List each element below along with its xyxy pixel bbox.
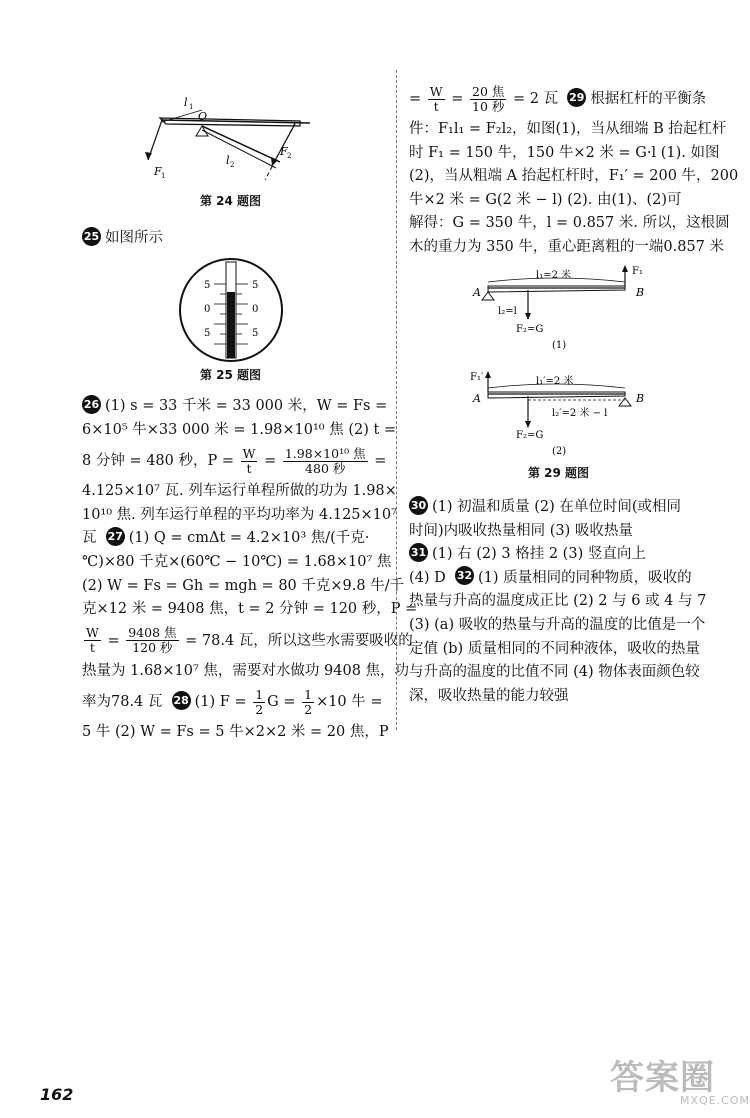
label-l2: l₂=l: [498, 306, 517, 317]
label-l1: l₁=2 米: [536, 270, 572, 281]
label-f1: F: [154, 165, 162, 178]
q29-line: 件：F₁l₁ = F₂l₂，如图(1)，当从细端 B 抬起杠杆: [409, 121, 727, 137]
question-number-badge: 31: [409, 543, 428, 562]
question-number-badge: 25: [82, 227, 101, 246]
label-l2-sub: 2: [230, 161, 235, 169]
q29-line: 牛×2 米 = G(2 米 − l) (2). 由(1)、(2)可: [409, 191, 682, 208]
q32-line: 与升高的温度的比值不同 (4) 物体表面颜色较: [409, 664, 700, 681]
label-l1-prime: l₁′=2 米: [536, 376, 574, 387]
right-column-top-answers: [409, 80, 739, 260]
q29-line: (2)，当从粗端 A 抬起杠杆时，F₁′ = 200 牛，200: [409, 168, 739, 185]
q32-line: 深，吸收热量的能力较强: [409, 687, 569, 704]
right-tick-label: 0: [252, 304, 259, 315]
label-f2-sub: 2: [287, 152, 292, 160]
label-f1: F₁: [632, 266, 643, 277]
q26-line: 4.125×10⁷ 瓦. 列车运行单程所做的功为 1.98×: [82, 483, 397, 500]
q32-line: 热量与升高的温度成正比 (2) 2 与 6 或 4 与 7: [409, 593, 707, 610]
label-g: F₂=G: [516, 430, 544, 441]
figure-24-caption: 第 24 题图: [200, 194, 262, 208]
fraction: $\frac{W}{t}$: [86, 625, 99, 656]
left-tick-label: 5: [204, 280, 211, 291]
left-column-answers: [82, 395, 418, 745]
question-25-text: 如图所示: [105, 230, 163, 246]
q26-q27-line: 瓦 27 (1) Q = cmΔt = 4.2×10³ 焦/(千克·: [82, 527, 382, 551]
question-number-badge: 27: [106, 527, 125, 546]
fraction: $\frac{1}{2}$: [255, 686, 264, 717]
fraction: $\frac{\text{9408 焦}}{\text{120 秒}}$: [128, 625, 177, 656]
q30-line: 时间)内吸收热量相同 (3) 吸收热量: [409, 522, 633, 539]
q27-line: 热量为 1.68×10⁷ 焦，需要对水做功 9408 焦，功: [82, 662, 410, 679]
question-number-badge: 28: [172, 691, 191, 710]
fraction: $\frac{\text{20 焦}}{\text{10 秒}}$: [472, 83, 505, 114]
q27-q28-line: 率为78.4 瓦 28 (1) F = $\frac{1}{2}$ G = $\frac{1}{2}$ ×10 牛 =: [82, 686, 383, 717]
right-column-bottom-answers: [409, 496, 709, 708]
q28-line: 5 牛 (2) W = Fs = 5 牛×2×2 米 = 20 焦，P: [82, 724, 389, 741]
label-f1-prime: F₁′: [470, 372, 484, 383]
q28-continued-line: = $\frac{W}{t}$ = $\frac{\text{20 焦}}{\text{10 秒}}$ = 2 瓦 29 根据杠杆的平衡条: [409, 83, 707, 114]
q27-line: $\frac{W}{t}$ = $\frac{\text{9408 焦}}{\text{120 秒}}$ = 78.4 瓦，所以这些水需要吸收的: [86, 625, 413, 656]
left-tick-label: 5: [204, 328, 211, 339]
figure-29-diagram-1: [470, 262, 660, 354]
figure-29-caption: 第 29 题图: [528, 466, 590, 480]
label-l1-sub: 1: [189, 103, 194, 111]
right-tick-label: 5: [252, 328, 259, 339]
label-f1-sub: 1: [161, 172, 166, 180]
point-b: B: [636, 286, 645, 299]
q32-line: (3) (a) 吸收的热量与升高的温度的比值是一个: [409, 616, 706, 633]
q26-line: 8 分钟 = 480 秒，P = $\frac{W}{t}$ = $\frac{\text{1.98×10¹⁰ 焦}}{\text{480 秒}}$ =: [82, 445, 387, 476]
q26-line: (1) s = 33 千米 = 33 000 米，W = Fs =: [105, 398, 388, 414]
q26-line: 6×10⁵ 牛×33 000 米 = 1.98×10¹⁰ 焦 (2) t =: [82, 421, 397, 438]
question-25: [82, 226, 163, 248]
label-l1: l: [184, 96, 188, 109]
q31-q32-line: (4) D 32 (1) 质量相同的同种物质，吸收的: [409, 567, 709, 591]
q27-line: 克×12 米 = 9408 焦，t = 2 分钟 = 120 秒，P =: [82, 601, 418, 618]
question-number-badge: 26: [82, 395, 101, 414]
point-a: A: [473, 286, 481, 299]
label-f2: F: [280, 145, 288, 158]
diagram-number: (1): [552, 340, 567, 351]
figure-25-thermometer-diagram: [176, 256, 286, 364]
fraction: $\frac{\text{1.98×10¹⁰ 焦}}{\text{480 秒}}$: [284, 445, 366, 476]
column-separator: [396, 70, 397, 730]
fraction: $\frac{W}{t}$: [429, 83, 443, 114]
label-g: F₂=G: [516, 324, 544, 335]
figure-29-diagram-2: [470, 368, 660, 460]
q30-line: (1) 初温和质量 (2) 在单位时间(或相同: [432, 499, 682, 515]
label-o: O: [198, 110, 208, 123]
fraction: $\frac{1}{2}$: [304, 686, 313, 717]
q29-line: 解得：G = 350 牛，l = 0.857 米. 所以，这根圆: [409, 215, 730, 232]
q29-line: 木的重力为 350 牛，重心距离粗的一端0.857 米: [409, 238, 725, 255]
fraction: $\frac{W}{t}$: [242, 445, 256, 476]
q31-text: (1) 右 (2) 3 格挂 2 (3) 竖直向上: [432, 546, 646, 563]
label-l2: l: [226, 154, 230, 167]
label-l2-prime: l₂′=2 米 − l: [552, 408, 608, 419]
right-tick-label: 5: [252, 280, 259, 291]
q27-line: (2) W = Fs = Gh = mgh = 80 千克×9.8 牛/千: [82, 577, 405, 594]
q32-line: 定值 (b) 质量相同的不同种液体，吸收的热量: [409, 640, 700, 657]
diagram-number: (2): [552, 446, 567, 457]
point-b: B: [636, 392, 645, 405]
question-number-badge: 32: [455, 566, 474, 585]
watermark-logo: 答案圈 MXQE.COM: [610, 1058, 750, 1107]
question-number-badge: 29: [567, 88, 586, 107]
q26-line: 10¹⁰ 焦. 列车运行单程的平均功率为 4.125×10⁷: [82, 506, 397, 523]
q29-line: 时 F₁ = 150 牛，150 牛×2 米 = G·l (1). 如图: [409, 144, 720, 161]
figure-24-lever-diagram: [140, 90, 330, 185]
page-number: 162: [40, 1085, 74, 1104]
point-a: A: [473, 392, 481, 405]
question-number-badge: 30: [409, 496, 428, 515]
left-tick-label: 0: [204, 304, 211, 315]
q27-line: ℃)×80 千克×(60℃ − 10℃) = 1.68×10⁷ 焦: [82, 553, 392, 570]
figure-25-caption: 第 25 题图: [200, 368, 262, 382]
